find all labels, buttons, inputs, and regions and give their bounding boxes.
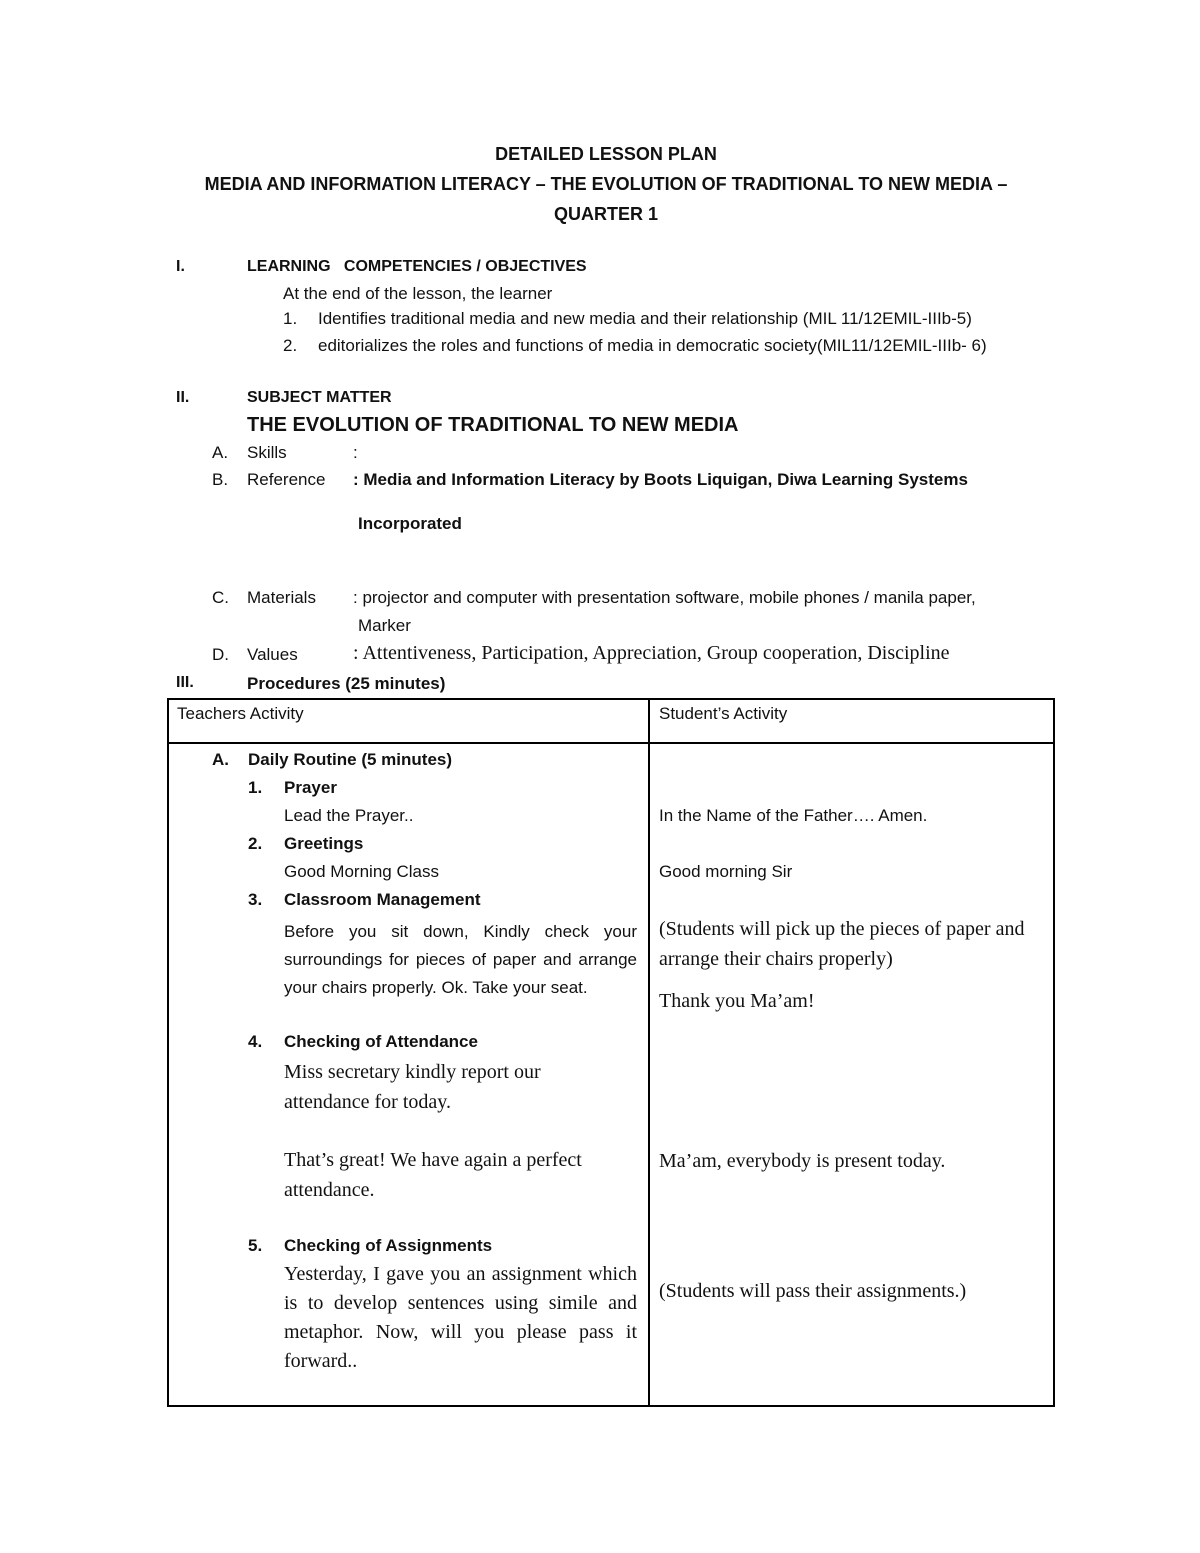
step-3-student-thanks: Thank you Ma’am! [659,990,815,1012]
step-4-title: Checking of Attendance [284,1032,478,1051]
materials-letter: C. [212,588,229,607]
step-2-number: 2. [248,834,263,853]
header-teachers-activity: Teachers Activity [177,704,304,723]
step-5-title: Checking of Assignments [284,1236,493,1255]
section-3-heading: Procedures (25 minutes) [247,674,446,693]
step-4-student: Ma’am, everybody is present today. [659,1150,946,1172]
reference-label: Reference [247,470,326,489]
table-right-border [1053,698,1055,1407]
step-1-teacher: Lead the Prayer.. [284,806,414,825]
step-1-student: In the Name of the Father…. Amen. [659,806,928,825]
materials-value-cont: Marker [358,616,411,635]
step-4-teacher-response: That’s great! We have again a perfect attendance. [284,1149,582,1201]
table-top-border [167,698,1055,700]
skills-label: Skills [247,443,287,462]
table-column-divider [648,698,650,1407]
section-1-number: I. [176,258,185,275]
skills-letter: A. [212,443,229,462]
skills-value: : [353,443,358,462]
objective-2-text: editorializes the roles and functions of media in democratic society(MIL11/12EMIL-IIIb- 6) [318,336,987,355]
section-3-number: III. [176,674,194,691]
section-2-heading: SUBJECT MATTER [247,389,392,406]
step-3-student: (Students will pick up the pieces of paper and arrange their chairs properly) [659,918,1025,970]
doc-subtitle: MEDIA AND INFORMATION LITERACY – THE EVOLUTION OF TRADITIONAL TO NEW MEDIA – [204,174,1008,194]
step-4-teacher: Miss secretary kindly report our attendance for today. [284,1061,541,1113]
subject-topic: THE EVOLUTION OF TRADITIONAL TO NEW MEDIA [247,414,739,436]
materials-label: Materials [247,588,316,607]
routine-letter: A. [212,750,229,769]
objective-1-number: 1. [283,309,298,328]
table-bottom-border [167,1405,1055,1407]
values-label: Values [247,645,298,664]
section-2-number: II. [176,389,190,406]
step-4-number: 4. [248,1032,263,1051]
reference-value: : Media and Information Literacy by Boots Liquigan, Diwa Learning Systems [353,470,968,489]
values-letter: D. [212,645,229,664]
section-1-heading: LEARNING COMPETENCIES / OBJECTIVES [247,258,587,275]
step-2-teacher: Good Morning Class [284,862,439,881]
doc-quarter: QUARTER 1 [553,204,658,224]
table-header-border [167,742,1055,744]
objective-1-text: Identifies traditional media and new media and their relationship (MIL 11/12EMIL-IIIb-5) [318,309,972,328]
header-students-activity: Student’s Activity [659,704,788,723]
step-1-number: 1. [248,778,263,797]
step-2-student: Good morning Sir [659,862,793,881]
objectives-intro: At the end of the lesson, the learner [283,284,553,303]
reference-value-cont: Incorporated [358,514,462,533]
objective-2-number: 2. [283,336,298,355]
step-5-teacher: Yesterday, I gave you an assignment which is to develop sentences using simile and metaphor. Now, will you please pass it forward.. [284,1263,637,1372]
values-value: : Attentiveness, Participation, Appreciation, Group cooperation, Discipline [353,642,950,664]
step-1-title: Prayer [284,778,337,797]
step-2-title: Greetings [284,834,364,853]
doc-title: DETAILED LESSON PLAN [495,144,717,164]
table-left-border [167,698,169,1407]
step-3-title: Classroom Management [284,890,481,909]
materials-value: : projector and computer with presentation software, mobile phones / manila paper, [353,588,976,607]
routine-title: Daily Routine (5 minutes) [248,750,453,769]
step-5-student: (Students will pass their assignments.) [659,1280,967,1302]
step-3-teacher: Before you sit down, Kindly check your surroundings for pieces of paper and arrange your chairs properly. Ok. Take your seat. [284,922,637,997]
reference-letter: B. [212,470,229,489]
step-5-number: 5. [248,1236,263,1255]
step-3-number: 3. [248,890,263,909]
